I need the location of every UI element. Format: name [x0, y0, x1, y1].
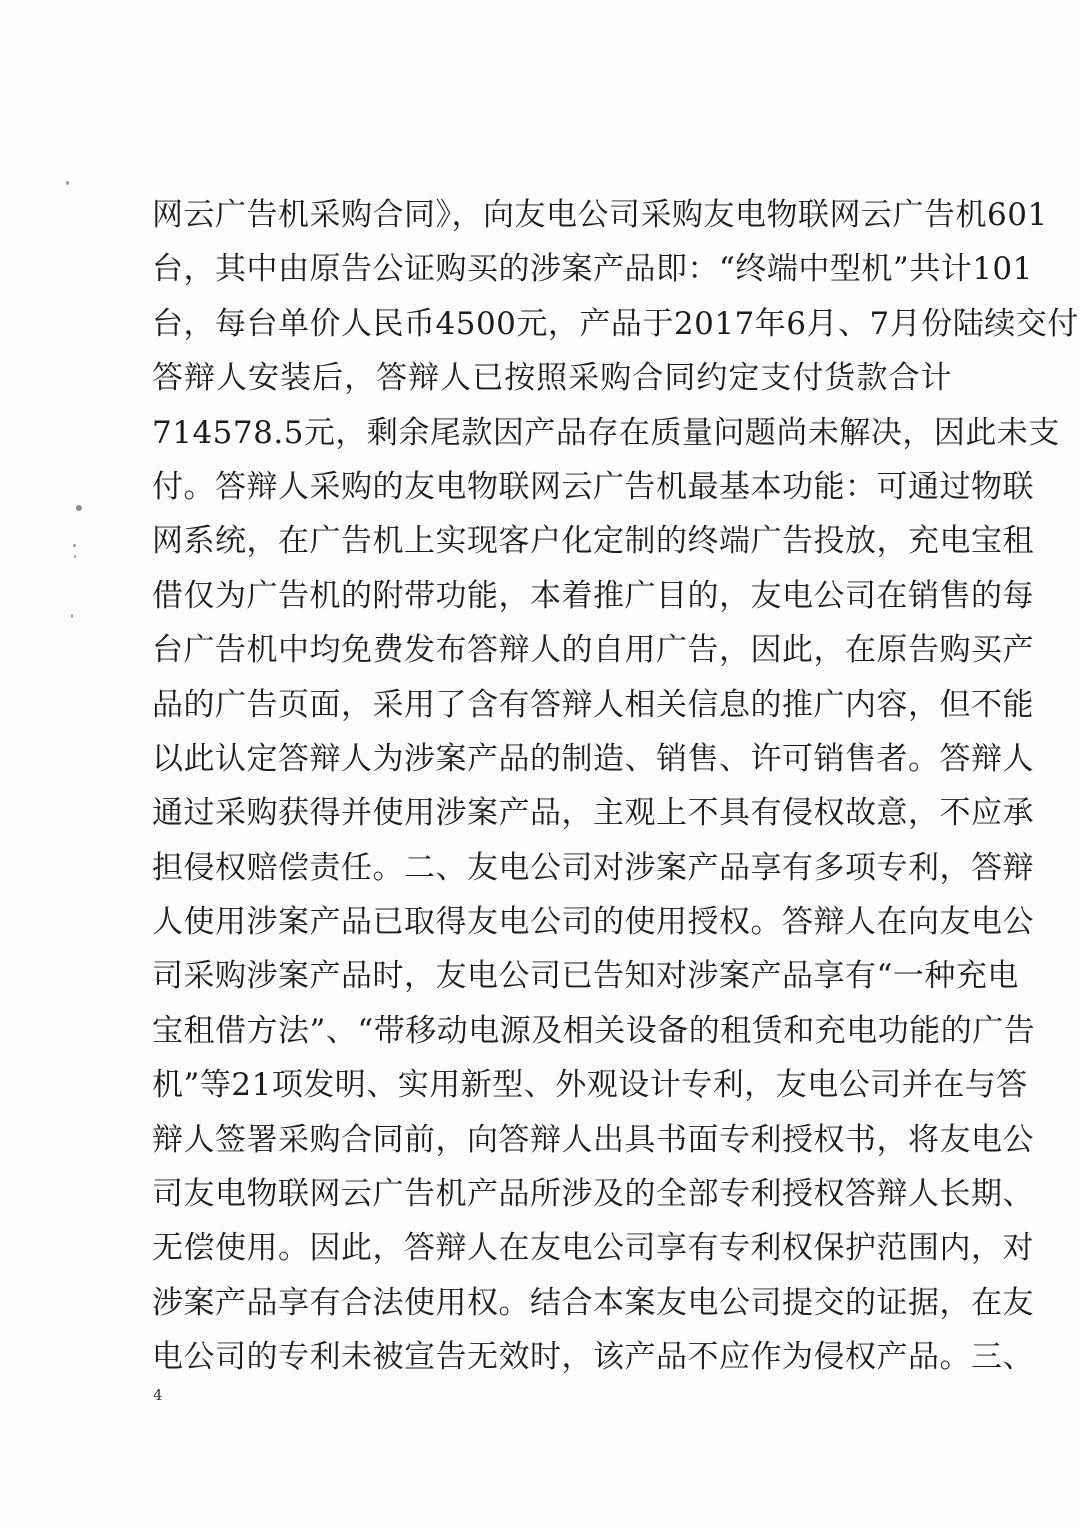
text-line: 人使用涉案产品已取得友电公司的使用授权。答辩人在向友电公	[152, 904, 1034, 941]
text-line: 担侵权赔偿责任。二、友电公司对涉案产品享有多项专利，答辩	[152, 849, 1034, 886]
scan-speck	[73, 544, 76, 547]
text-line: 台，每台单价人民币4500元，产品于2017年6月、7月份陆续交付	[152, 305, 1079, 342]
scan-speck	[71, 614, 73, 618]
text-line: 涉案产品享有合法使用权。结合本案友电公司提交的证据，在友	[152, 1284, 1034, 1321]
text-line: 辩人签署采购合同前，向答辩人出具书面专利授权书，将友电公	[152, 1121, 1034, 1158]
text-line: 司采购涉案产品时，友电公司已告知对涉案产品享有“一种充电	[152, 958, 1019, 995]
page-number: 4	[153, 1386, 163, 1404]
body-text	[152, 188, 1079, 1385]
text-line: 品的广告页面，采用了含有答辩人相关信息的推广内容，但不能	[152, 686, 1034, 723]
text-line: 通过采购获得并使用涉案产品，主观上不具有侵权故意，不应承	[152, 795, 1034, 832]
text-line: 宝租借方法”、“带移动电源及相关设备的租赁和充电功能的广告	[152, 1012, 1036, 1049]
text-line: 借仅为广告机的附带功能，本着推广目的，友电公司在销售的每	[152, 577, 1034, 614]
text-line: 电公司的专利未被宣告无效时，该产品不应作为侵权产品。三、	[152, 1339, 1034, 1376]
text-line: 答辩人安装后，答辩人已按照采购合同约定支付货款合计	[152, 360, 952, 397]
text-line: 台广告机中均免费发布答辩人的自用广告，因此，在原告购买产	[152, 632, 1034, 669]
scan-speck	[74, 555, 76, 558]
scan-speck	[76, 505, 82, 511]
text-line: 网系统，在广告机上实现客户化定制的终端广告投放，充电宝租	[152, 523, 1034, 560]
text-line: 网云广告机采购合同》，向友电公司采购友电物联网云广告机601	[152, 197, 1048, 233]
text-line: 714578.5元，剩余尾款因产品存在质量问题尚未解决，因此未支	[152, 414, 1060, 451]
text-line: 司友电物联网云广告机产品所涉及的全部专利授权答辩人长期、	[152, 1176, 1034, 1213]
text-line: 付。答辩人采购的友电物联网云广告机最基本功能：可通过物联	[152, 468, 1034, 505]
text-line: 无偿使用。因此，答辩人在友电公司享有专利权保护范围内，对	[152, 1230, 1034, 1267]
text-line: 以此认定答辩人为涉案产品的制造、销售、许可销售者。答辩人	[152, 740, 1034, 777]
scan-speck	[66, 181, 69, 185]
text-line: 台，其中由原告公证购买的涉案产品即：“终端中型机”共计101	[152, 251, 1033, 288]
text-line: 机”等21项发明、实用新型、外观设计专利，友电公司并在与答	[152, 1067, 1028, 1104]
